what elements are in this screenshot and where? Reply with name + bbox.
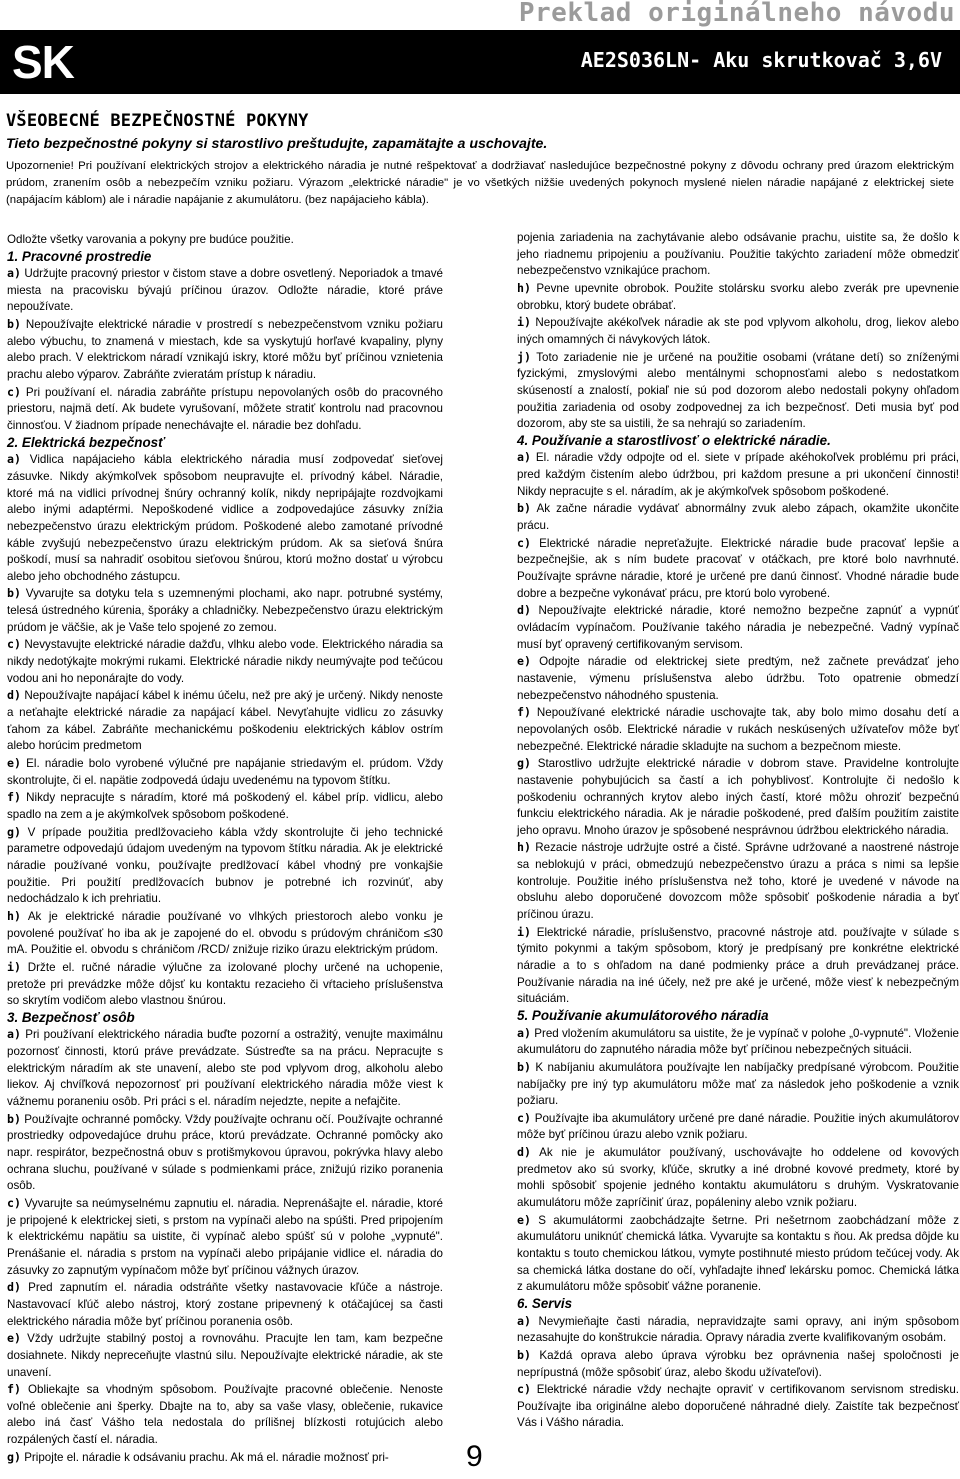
item-label: f) [7, 1382, 21, 1397]
item-text: Nepoužívajte elektrické náradie v prostredí s nebezpečenstvom vzniku požiaru alebo výbuchu, to znamená v miestach, kde sa vyskytujú horľavé kvapaliny, plyny alebo prach. V elektrickom náradí vznikajú iskry, ktoré môžu byť príčinou vznietenia prachu alebo výparov. Zabráňte zvieratám prístup k náradiu. [7, 318, 443, 382]
list-item [7, 1279, 443, 1330]
item-label: h) [517, 280, 531, 295]
list-item [7, 1026, 443, 1110]
list-item [7, 636, 443, 687]
item-text: Nevymieňajte časti náradia, nepravidzajte sami opravy, ani iným spôsobom nezasahujte do konštrukcie náradia. Opravy náradia zverte kvalifikovaným osobám. [517, 1314, 959, 1345]
item-text: Udržujte pracovný priestor v čistom stave a dobre osvetlený. Neporiadok a tmavé miesta na pracovisku bývajú príčinou úrazov. Odložte náradie, ktoré práve nepoužívate. [7, 267, 443, 314]
document-title: Preklad originálneho návodu [518, 0, 955, 28]
item-text: Nevystavujte elektrické náradie dažďu, vlhku alebo vode. Elektrického náradia sa nikdy nedotýkajte mokrými rukami. Elektrické náradie nikdy neumývajte pod tečúcou vodou ani ho neponárajte do vody. [7, 638, 443, 685]
section-title: 3. Bezpečnosť osôb [7, 1009, 135, 1025]
item-label: j) [517, 349, 531, 364]
item-label: h) [517, 840, 531, 855]
item-label: d) [7, 688, 21, 703]
list-item [7, 789, 443, 823]
left-column [7, 232, 443, 1466]
item-label: b) [517, 1059, 531, 1074]
list-item [517, 1025, 959, 1059]
item-text: Odložte všetky varovania a pokyny pre budúce použitie. [7, 233, 294, 246]
list-item [7, 1195, 443, 1279]
item-text: Pri používaní elektrického náradia buďte pozorní a ostražitý, venujte maximálnu pozornosť činnosti, ktorú práve prevádzate. Sústreďte sa na prácu. Nepracujte s elektrickým náradím ak ste unavení, alebo ste pod vplyvom drog, alkoholu alebo liekov. Aj chvíľková nepozornosť pri používaní elektrického náradia môže viest k vážnemu poraneniu osôb. Pri práci s el. náradím nejedzte, nepite a nefajčite. [7, 1028, 443, 1108]
item-text: Starostlivo udržujte elektrické náradie v dobrom stave. Pravidelne kontrolujte nastavenie pohybujúcich sa častí a ich pohyblivosť. Kontrolujte či nedošlo k poškodeniu ochranných krytov alebo iných častí, ktoré môžu ohroziť bezpečnú funkciu elektrického náradia. Ak je náradie poškodené, pred ďalším použitím zaistite jeho opravu. Mnoho úrazov je spôsobené nesprávnou údržbou elektrického náradia. [517, 757, 959, 837]
list-item [7, 824, 443, 908]
section-heading: VŠEOBECNÉ BEZPEČNOSTNÉ POKYNY [6, 111, 309, 131]
item-label: c) [7, 1195, 21, 1210]
list-item [517, 1212, 959, 1296]
item-label: b) [7, 317, 21, 332]
item-label: b) [7, 1111, 21, 1126]
item-label: f) [517, 705, 531, 720]
item-text: Toto zariadenie nie je určené na použitie osobami (vrátane detí) so zníženými fyzickými, zmyslovými alebo mentálnymi schopnosťami alebo s nedostatkom skúseností a znalostí, pokiaľ nie sú pod dozorom alebo nedostali pokyny ohľadom použitia zariadenia od osoby zodpovednej za ich bezpečnosť. Deti musia byť pod dozorom, aby ste sa uistili, že sa nehrajú so zariadením. [517, 350, 959, 431]
item-label: b) [517, 501, 531, 516]
right-column [517, 230, 959, 1432]
item-text: Nikdy nepracujte s náradím, ktoré má poškodený el. kábel príp. vidlicu, alebo spadlo na zem a je akýmkoľvek spôsobom poškodené. [7, 791, 443, 821]
section-title: 2. Elektrická bezpečnosť [7, 434, 165, 450]
section-title: 6. Servis [517, 1296, 573, 1312]
item-label: f) [7, 790, 21, 805]
item-label: c) [7, 384, 21, 399]
list-item [7, 585, 443, 636]
list-item [7, 959, 443, 1010]
list-item [7, 1330, 443, 1381]
list-item [517, 602, 959, 653]
item-text: Pevne upevnite obrobok. Použite stolársku svorku alebo zverák pre upevnenie obrobku, ktorý budete obrábať. [517, 281, 959, 312]
section-title: 1. Pracovné prostredie [7, 248, 152, 264]
item-text: Každá oprava alebo úprava výrobku bez oprávnenia našej spoločnosti je neprípustná (môže spôsobiť úraz, alebo škodu užívateľovi). [517, 1348, 959, 1379]
item-label: i) [7, 959, 21, 974]
item-text: Pripojte el. náradie k odsávaniu prachu. Ak má el. náradie možnosť pri- [20, 1450, 389, 1464]
list-item [517, 924, 959, 1008]
item-label: e) [517, 654, 531, 669]
item-label: d) [517, 603, 531, 618]
list-item [517, 349, 959, 433]
section-subheading: Tieto bezpečnostné pokyny si starostlivo preštudujte, zapamätajte a uschovajte. [6, 136, 548, 152]
list-item [517, 314, 959, 348]
item-text: Držte el. ručné náradie výlučne za izolované plochy určené na uchopenie, pretože pri prevádzke môže dôjsť ku kontaktu rezacieho či vŕtacieho príslušenstva so skrytím vodičom alebo vlastnou šnúrou. [7, 960, 443, 1008]
item-text: S akumulátormi zaobchádzajte šetrne. Pri nešetrnom zaobchádzaní môže z akumulátoru uniknúť chemická látka. Vyvarujte sa kontaktu s ňou. Ak predsa dôjde ku kontaktu s touto chemickou látkou, vymyte postihnuté miesto prúdom tečúcej vody. Ak sa chemická látka dostane do očí, vyhľadajte ihneď lekársku pomoc. Chemická látka z akumulátoru môže spôsobiť vážne poranenie. [517, 1213, 959, 1294]
list-item [517, 449, 959, 500]
item-label: a) [517, 1313, 531, 1328]
item-text: Nepoužívajte elektrické náradie, ktoré nemožno bezpečne zapnúť a vypnúť ovládacím vypínačom. Používanie takého náradia je nebezpečné. Vadný vypínač musí byť opravený certifikovaným servisom. [517, 604, 959, 651]
paragraph [7, 232, 443, 249]
item-label: i) [517, 924, 531, 939]
list-item [517, 1313, 959, 1347]
item-label: a) [517, 450, 531, 465]
list-item [517, 1347, 959, 1381]
list-item [517, 1381, 959, 1432]
section-title: 4. Používanie a starostlivosť o elektrické náradie. [517, 432, 831, 448]
list-item [517, 1144, 959, 1212]
list-item [517, 1110, 959, 1144]
item-text: Vyvarujte sa neúmyselnému zapnutiu el. náradia. Neprenášajte el. náradie, ktoré je pripojené k elektrickej sieti, s prstom na vypínači alebo na spúšti. Pred pripojením k elektrickému napätiu sa uistite, či vypínač alebo spúšť sú v polohe „vypnuté". Prenášanie el. náradia s prstom na vypínači alebo pripájanie vidlice el. náradia do zásuvky zo zapnutým vypínačom môže byť príčinou vážnych úrazov. [7, 1196, 443, 1277]
item-text: Používajte ochranné pomôcky. Vždy používajte ochranu očí. Používajte ochranné prostriedky odpovedajúce druhu práce, ktorú prevádzate. Ochranné pomôcky ako napr. respirátor, bezpečnostná obuv s protišmykovou úpravou, pokrývka hlavy alebo ochrana sluchu, používané v súlade s podmienkami práce, znižujú riziko poranenia osôb. [7, 1112, 443, 1193]
item-label: c) [7, 637, 21, 652]
list-item [517, 755, 959, 839]
list-item [7, 1449, 443, 1467]
list-item [7, 265, 443, 316]
list-item [7, 1381, 443, 1449]
general-safety-section [6, 110, 954, 209]
item-text: pojenia zariadenia na zachytávanie alebo odsávanie prachu, uistite sa, že došlo k jeho riadnemu pripojeniu a používaniu. Použitie takýchto zariadení môže obmedziť nebezpečenstvo vznikajúce prachom. [517, 231, 959, 278]
item-label: d) [517, 1145, 531, 1160]
item-label: h) [7, 908, 21, 923]
item-text: Nepoužívané elektrické náradie uschovajte tak, aby bolo mimo dosahu detí a nepovolaných osôb. Elektrické náradie v rukách neskúsených užívateľov môže byť nebezpečné. Elektrické náradie skladujte na suchom a bezpečnom mieste. [517, 706, 959, 753]
page-number: 9 [466, 1440, 483, 1473]
item-text: K nabíjaniu akumulátora používajte len nabíjačky predpísané výrobcom. Použitie nabíjačky pre iný typ akumulátoru môže mať za následok jeho poškodenie a vznik požiaru. [517, 1060, 959, 1108]
item-label: g) [7, 1449, 21, 1464]
item-label: b) [7, 586, 21, 601]
item-text: Pri používaní el. náradia zabráňte prístupu nepovolaných osôb do pracovného priestoru, najmä detí. Ak budete vyrušovaní, môžete stratiť kontrolu nad pracovnou činnosťou. V žiadnom prípade nenechávajte el. náradie bez dohľadu. [7, 385, 443, 433]
item-label: a) [7, 452, 21, 467]
item-label: d) [7, 1280, 21, 1295]
item-text: Vždy udržujte stabilný postoj a rovnováhu. Pracujte len tam, kam bezpečne dosiahnete. Nikdy nepreceňujte vlastnú silu. Nepoužívajte elektrické náradie, ak ste unavení. [7, 1332, 443, 1379]
item-text: Ak nie je akumulátor používaný, uschovávajte ho oddelene od kovových predmetov ako sú svorky, kľúče, skrutky a iné drobné kovové predmety, ktoré by mohli spôsobiť spojenie jedného kontaktu akumulátoru s druhým. Vyskratovanie akumulátoru môže zapríčiniť úraz, popáleniny alebo vznik požiaru. [517, 1146, 959, 1210]
item-text: Pred vložením akumulátoru sa uistite, že je vypínač v polohe „0-vypnuté". Vloženie akumulátoru do zapnutého náradia môže byť príčinou nebezpečných situácii. [517, 1026, 959, 1057]
product-model-title: AE2S036LN- Aku skrutkovač 3,6V [580, 48, 942, 72]
list-item [7, 908, 443, 959]
list-item [7, 384, 443, 435]
list-item [517, 1059, 959, 1110]
item-text: Používajte iba akumulátory určené pre dané náradie. Použitie iných akumulátorov môže byť príčinou úrazu alebo vznik požiaru. [517, 1111, 959, 1142]
item-label: e) [7, 756, 21, 771]
item-text: El. náradie bolo vyrobené výlučné pre napájanie striedavým el. prúdom. Vždy skontrolujte, či el. napätie zodpovedá údaju uvedenému na typovom štítku. [7, 757, 443, 787]
item-text: Rezacie nástroje udržujte ostré a čisté. Správne udržované a naostrené nástroje sa neblokujú v práci, obmedzujú nebezpečenstvo úrazu a práca s nimi sa lepšie kontroluje. Použitie iného príslušenstva než toho, ktoré je uvedené v návode na obsluhu alebo doporučené dovozcom môže spôsobiť poškodenie náradia a byť príčinou úrazu. [517, 841, 959, 922]
language-code: SK [12, 36, 74, 88]
item-text: Nepoužívajte napájací kábel k inému účelu, než pre aký je určený. Nikdy nenoste a neťahajte elektrické náradie za napájací kábel. Nevyťahujte vidlicu zo zásuvky ťahom za kábel. Zabráňte mechanickému poškodeniu elektrických káblov ostrím alebo horúcim predmetom [7, 689, 443, 753]
item-label: e) [7, 1331, 21, 1346]
list-item [517, 704, 959, 755]
list-item [517, 500, 959, 534]
item-label: a) [517, 1025, 531, 1040]
item-label: g) [517, 756, 531, 771]
item-text: Ak začne náradie vydávať abnormálny zvuk alebo zápach, okamžite ukončite prácu. [517, 502, 959, 532]
item-text: Vyvarujte sa dotyku tela s uzemnenými plochami, ako napr. potrubné systémy, telesá ústredného kúrenia, šporáky a chladničky. Nebezpečenstvo úrazu elektrickým prúdom je väčšie, ak je Vaše telo spojené zo zemou. [7, 587, 443, 634]
item-text: Elektrické náradie nepreťažujte. Elektrické náradie bude pracovať lepšie a bezpečnejšie, ak s ním budete pracovať v otáčkach, pre ktoré bolo navrhnuté. Používajte správne náradie, ktoré je určené pre danú činnosť. Vhodné náradie bude dobre a bezpečne vykonávať prácu, pre ktorú bolo vyrobené. [517, 536, 959, 600]
item-label: c) [517, 535, 531, 550]
list-item [7, 451, 443, 585]
item-text: El. náradie vždy odpojte od el. siete v prípade akéhokoľvek problému pri práci, pred každým čistením alebo údržbou, pri každom presune a pri ukončení činnosti! Nikdy nepracujte s el. náradím, ak je akýmkoľvek spôsobom poškodené. [517, 451, 959, 498]
item-text: Pred zapnutím el. náradia odstráňte všetky nastavovacie kľúče a nástroje. Nastavovací kľúč alebo nástroj, ktorý zostane pripevnený k otáčajúcej sa časti elektrického náradia môže byť príčinou poranenia osôb. [7, 1281, 443, 1328]
item-text: Elektrické náradie vždy nechajte opraviť v certifikovanom servisnom stredisku. Používajte iba originálne alebo doporučené náhradné diely. Zaistíte tak bezpečnosť Vás i Vášho náradia. [517, 1383, 959, 1430]
item-text: Nepoužívajte akékoľvek náradie ak ste pod vplyvom alkoholu, drog, liekov alebo iných omamných či návykových látok. [517, 316, 959, 346]
item-label: i) [517, 315, 531, 330]
intro-paragraph: Upozornenie! Pri používaní elektrických strojov a elektrického náradia je nutné rešpektovať a dodržiavať nasledujúce bezpečnostné pokyny z dôvodu ochrany pred úrazom elektrickým prúdom, zranením osôb a nebezpečím vzniku požiaru. Výrazom „elektrické náradie" je vo všetkých nižšie uvedených pokynoch myslené nielen náradie napájané z elektrickej siete (napájacím káblom) ale i náradie napájanie z akumulátoru. (bez napájacieho kábla). [6, 160, 954, 206]
item-text: Odpojte náradie od elektrickej siete predtým, než začnete prevádzať jeho nastavenie, výmenu príslušenstva alebo údržbu. Toto opatrenie obmedzí nebezpečenstvo náhodného spustenia. [517, 655, 959, 702]
section-title: 5. Používanie akumulátorového náradia [517, 1008, 769, 1024]
item-label: a) [7, 1027, 21, 1042]
list-item [7, 1111, 443, 1195]
list-item [517, 535, 959, 603]
item-label: g) [7, 824, 21, 839]
list-item [517, 280, 959, 314]
item-text: Vidlica napájacieho kábla elektrického náradia musí zodpovedať sieťovej zásuvke. Nikdy akýmkoľvek spôsobom neupravujte el. prívodný kábel. Náradie, ktoré má na vidlici prívodnej šnúry ochranný kolík, nikdy nepripájajte rozdvojkami alebo inými adaptérmi. Nepoškodené vidlice a zodpovedajúce zásuvky znížia nebezpečenstvo úrazu elektrickým prúdom. Poškodené alebo zamotané prívodné káble zvyšujú nebezpečenstvo úrazu elektrickým prúdom. Ak sa sieťová šnúra poškodí, musí sa nahradiť osobitou sieťovou šnúrou, ktorú možno dostať u výrobcu alebo jeho obchodného zástupcu. [7, 453, 443, 583]
item-label: a) [7, 266, 21, 281]
item-label: c) [517, 1110, 531, 1125]
item-label: e) [517, 1212, 531, 1227]
list-item [7, 687, 443, 755]
list-item [517, 653, 959, 704]
item-text: Ak je elektrické náradie používané vo vlhkých priestoroch alebo vonku je povolené používať ho iba ak je zapojené do el. obvodu s prúdovým chráničom ≤30 mA. Použitie el. obvodu s chráničom /RCD/ znižuje riziko úrazu elektrickým prúdom. [7, 909, 443, 957]
list-item [7, 755, 443, 789]
list-item [517, 839, 959, 923]
item-label: c) [517, 1382, 531, 1397]
item-label: b) [517, 1347, 531, 1362]
item-text: Obliekajte sa vhodným spôsobom. Používajte pracovné oblečenie. Nenoste voľné oblečenie ani šperky. Dbajte na to, aby sa vaše vlasy, oblečenie, rukavice alebo iná časť Vášho tela nedostala do prílišnej blízkosti rotujúcich alebo rozpálených častí el. náradia. [7, 1383, 443, 1447]
item-text: Elektrické náradie, príslušenstvo, pracovné nástroje atd. používajte v súlade s týmito pokynmi a takým spôsobom, ktorý je predpísaný pre konkrétne elektrické náradie a to s ohľadom na dané podmienky práce a druh prevádzanej práce. Používanie náradia na iné účely, než pre aké je určené, môže viesť k nebezpečným situáciám. [517, 925, 959, 1006]
paragraph [517, 230, 959, 280]
list-item [7, 316, 443, 384]
item-text: V prípade použitia predlžovacieho kábla vždy skontrolujte či jeho technické parametre odpovedajú údajom uvedeným na typovom štítku náradia. Ak je elektrické náradie používané vonku, používajte predlžovací kábel vhodný pre vonkajšie použitie. Pri použití predlžovacích bubnov je potrebné ich rozvinúť, aby nedochádzalo k ich prehriatiu. [7, 825, 443, 906]
